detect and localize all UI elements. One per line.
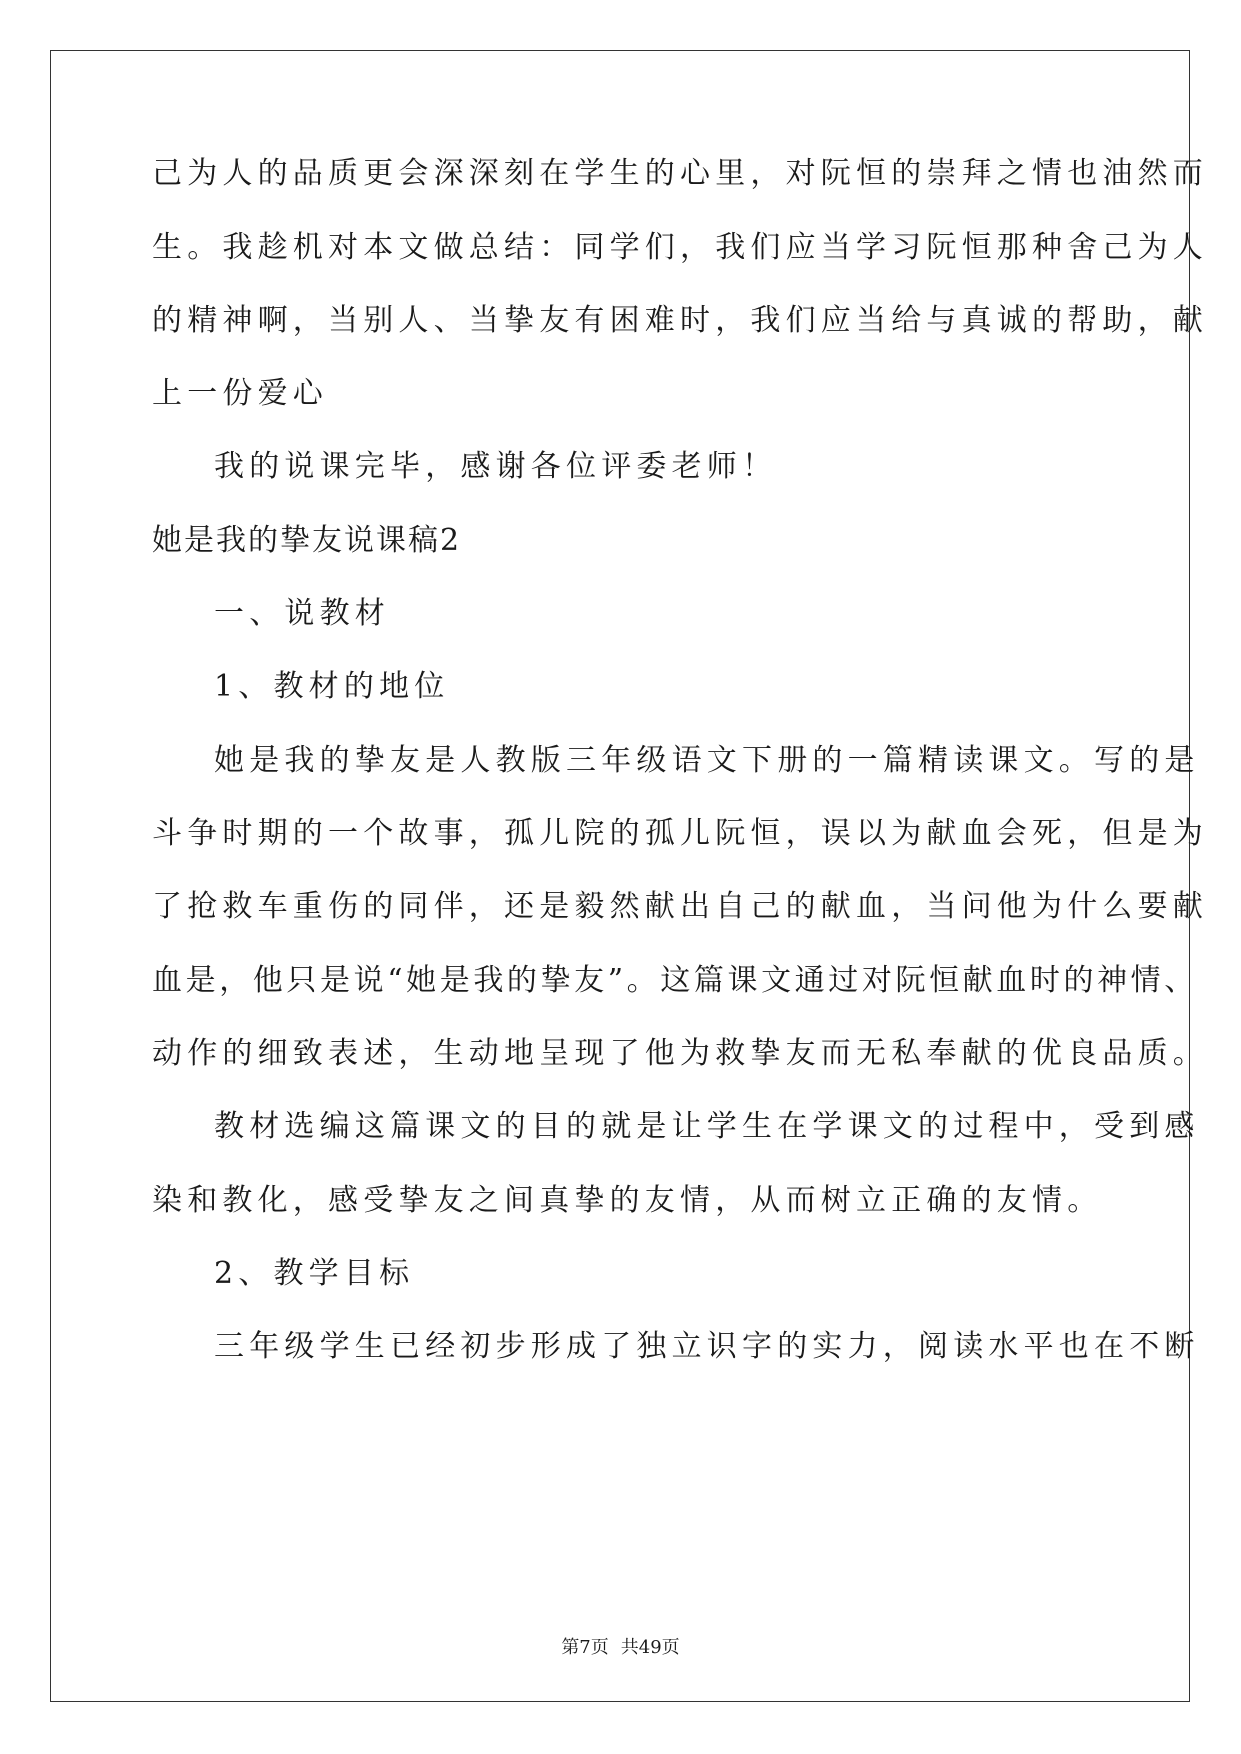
page-footer	[0, 1636, 1241, 1660]
text-line: 生。我趁机对本文做总结：同学们，我们应当学习阮恒那种舍己为人	[152, 230, 1208, 265]
section-title: 她是我的挚友说课稿2	[152, 523, 462, 558]
page-total: 共49页	[620, 1637, 680, 1658]
heading: 一、说教材	[214, 596, 390, 631]
text-line: 己为人的品质更会深深刻在学生的心里，对阮恒的崇拜之情也油然而	[152, 156, 1208, 191]
text-line: 三年级学生已经初步形成了独立识字的实力，阅读水平也在不断	[214, 1329, 1200, 1364]
text-line: 上一份爱心	[152, 376, 328, 411]
text-line: 斗争时期的一个故事，孤儿院的孤儿阮恒，误以为献血会死，但是为	[152, 816, 1208, 851]
text-line: 血是，他只是说“她是我的挚友”。这篇课文通过对阮恒献血时的神情、	[152, 963, 1198, 998]
text-line: 了抢救车重伤的同伴，还是毅然献出自己的献血，当问他为什么要献	[152, 889, 1208, 924]
page-border	[50, 50, 1190, 1702]
text-line: 染和教化，感受挚友之间真挚的友情，从而树立正确的友情。	[152, 1183, 1103, 1218]
text-line: 她是我的挚友是人教版三年级语文下册的一篇精读课文。写的是	[214, 743, 1200, 778]
text-line: 的精神啊，当别人、当挚友有困难时，我们应当给与真诚的帮助，献	[152, 303, 1208, 338]
subheading: 2、教学目标	[214, 1256, 415, 1291]
text-line: 动作的细致表述，生动地呈现了他为救挚友而无私奉献的优良品质。	[152, 1036, 1208, 1071]
text-line: 教材选编这篇课文的目的就是让学生在学课文的过程中，受到感	[214, 1109, 1200, 1144]
page-number: 第7页	[561, 1637, 609, 1658]
text-line: 我的说课完毕，感谢各位评委老师！	[214, 449, 778, 484]
subheading: 1、教材的地位	[214, 669, 450, 704]
